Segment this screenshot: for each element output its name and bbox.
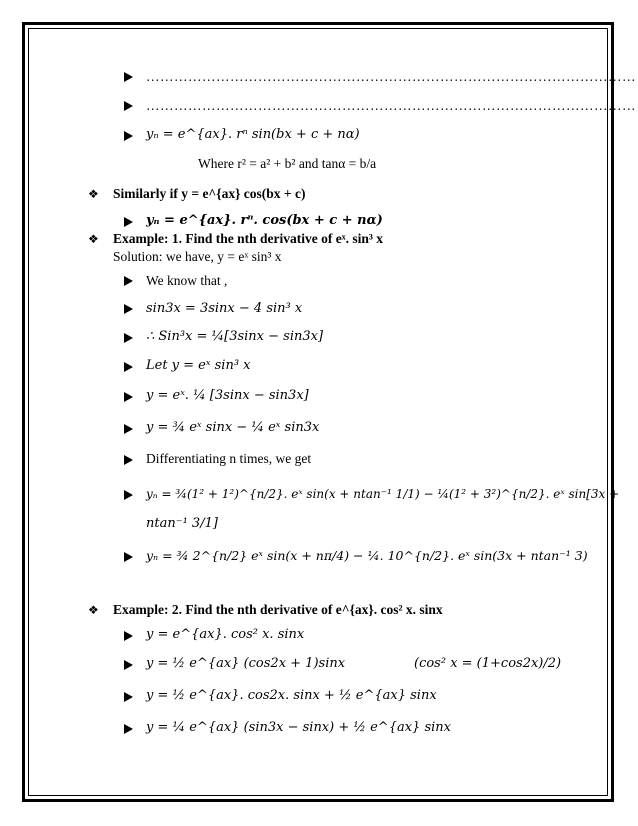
equation: yₙ = ¾ 2^{n/2} eˣ sin(x + nπ/4) − ¼. 10^{n/2}. eˣ sin(3x + ntan⁻¹ 3): [146, 548, 588, 563]
arrow-bullet-icon: [124, 392, 133, 402]
arrow-bullet-icon: [124, 424, 133, 434]
arrow-bullet-icon: [124, 362, 133, 372]
diamond-bullet-icon: ❖: [88, 187, 99, 201]
identity-note: (cos² x = (1+cos2x)/2): [414, 656, 562, 671]
equation: y = ½ e^{ax}. cos2x. sinx + ½ e^{ax} sinx: [146, 688, 437, 703]
example-2-heading: Example: 2. Find the nth derivative of e^{ax}. cos² x. sinx: [113, 602, 443, 617]
diamond-bullet-icon: ❖: [88, 232, 99, 246]
where-clause: Where r² = a² + b² and tanα = b/a: [198, 156, 377, 171]
arrow-bullet-icon: [124, 333, 133, 343]
arrow-bullet-icon: [124, 552, 133, 562]
equation: y = e^{ax}. cos² x. sinx: [146, 627, 305, 642]
example-1-heading: Example: 1. Find the nth derivative of eˣ. sin³ x: [113, 231, 384, 246]
solution-line: Solution: we have, y = eˣ sin³ x: [113, 249, 282, 264]
arrow-bullet-icon: [124, 692, 133, 702]
equation: y = ¼ e^{ax} (sin3x − sinx) + ½ e^{ax} sinx: [146, 720, 451, 735]
text-line: We know that ,: [146, 273, 228, 288]
arrow-bullet-icon: [124, 101, 133, 111]
dotted-line: ……………………………………………………………………………………………: [146, 98, 636, 113]
equation: Let y = eˣ sin³ x: [146, 358, 251, 373]
equation-continued: ntan⁻¹ 3/1]: [146, 516, 218, 531]
arrow-bullet-icon: [124, 490, 133, 500]
equation: sin3x = 3sinx − 4 sin³ x: [146, 301, 303, 316]
dotted-line: ……………………………………………………………………………………………: [146, 69, 636, 84]
equation: yₙ = e^{ax}. rⁿ. cos(bx + c + nα): [146, 213, 383, 228]
equation: y = ½ e^{ax} (cos2x + 1)sinx: [146, 656, 346, 671]
equation: yₙ = e^{ax}. rⁿ sin(bx + c + nα): [146, 127, 360, 142]
arrow-bullet-icon: [124, 724, 133, 734]
arrow-bullet-icon: [124, 455, 133, 465]
arrow-bullet-icon: [124, 217, 133, 227]
arrow-bullet-icon: [124, 660, 133, 670]
arrow-bullet-icon: [124, 276, 133, 286]
equation: y = ¾ eˣ sinx − ¼ eˣ sin3x: [146, 420, 320, 435]
equation: yₙ = ¾(1² + 1²)^{n/2}. eˣ sin(x + ntan⁻¹ 1/1) − ¼(1² + 3²)^{n/2}. eˣ sin[3x +: [146, 487, 620, 501]
arrow-bullet-icon: [124, 304, 133, 314]
diamond-bullet-icon: ❖: [88, 603, 99, 617]
arrow-bullet-icon: [124, 131, 133, 141]
similarly-heading: Similarly if y = e^{ax} cos(bx + c): [113, 186, 306, 201]
arrow-bullet-icon: [124, 72, 133, 82]
arrow-bullet-icon: [124, 631, 133, 641]
text-line: Differentiating n times, we get: [146, 451, 312, 466]
equation: y = eˣ. ¼ [3sinx − sin3x]: [146, 388, 309, 403]
equation: ∴ Sin³x = ¼[3sinx − sin3x]: [146, 329, 324, 344]
